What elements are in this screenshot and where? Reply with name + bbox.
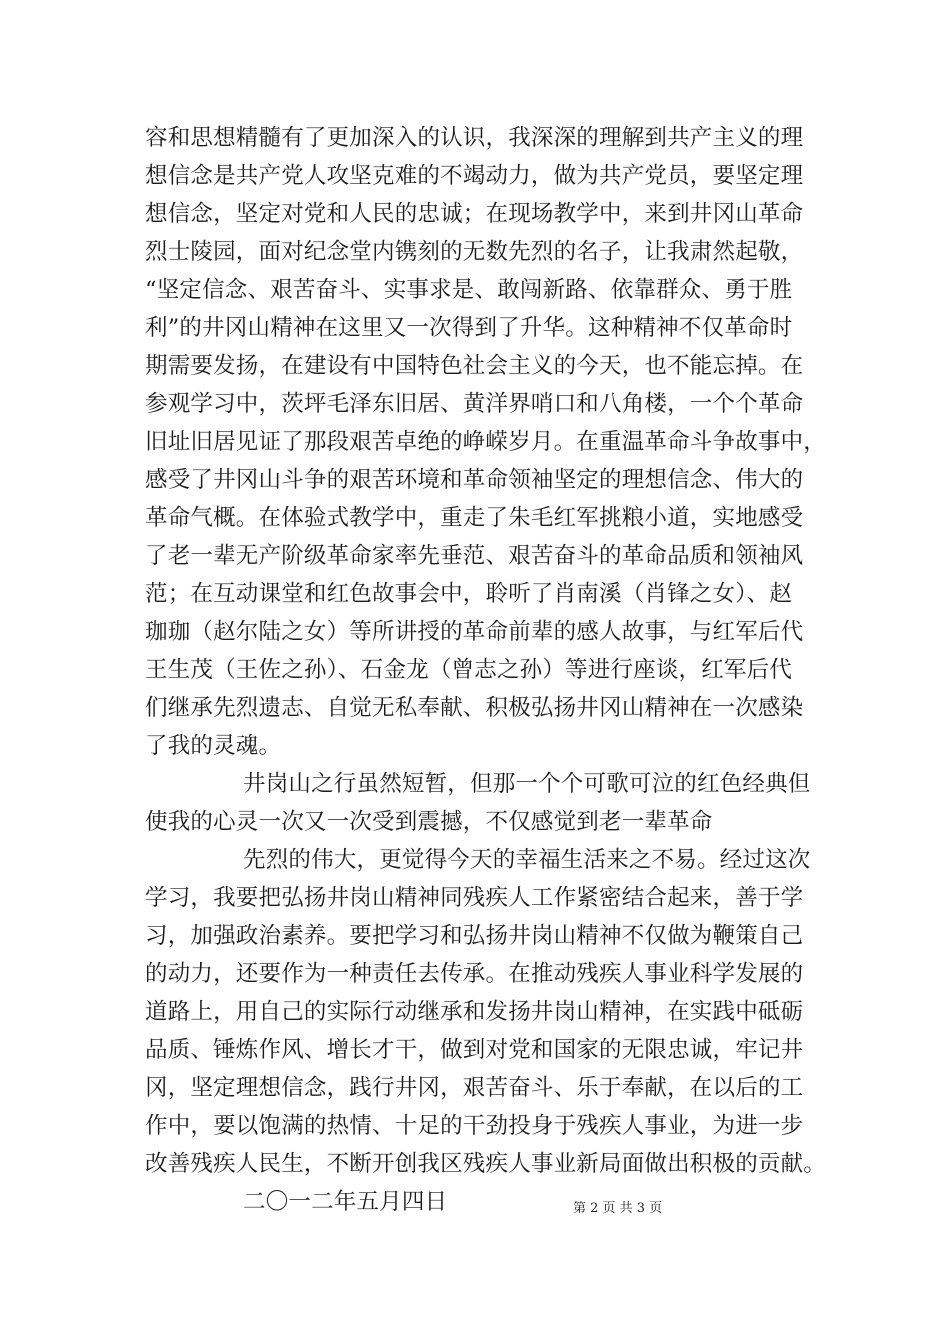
text-line: “坚定信念、艰苦奋斗、实事求是、敢闯新路、依靠群众、勇于胜: [145, 277, 793, 303]
text-line: 道路上，用自己的实际行动继承和发扬井岗山精神，在实践中砥砺: [145, 999, 804, 1025]
text-line: 作中，要以饱满的热情、十足的干劲投身于残疾人事业，为进一步: [145, 1113, 804, 1139]
text-line: 冈，坚定理想信念，践行井冈，艰苦奋斗、乐于奉献，在以后的工: [145, 1075, 804, 1101]
page-number-footer: 第 2 页 共 3 页: [573, 1201, 663, 1216]
text-line: 烈士陵园，面对纪念堂内镌刻的无数先烈的名子，让我肃然起敬，: [145, 239, 804, 265]
text-line: 容和思想精髓有了更加深入的认识，我深深的理解到共产主义的理: [145, 125, 804, 151]
text-line: 们继承先烈遗志、自觉无私奉献、积极弘扬井冈山精神在一次感染: [145, 695, 804, 721]
text-line: 习，加强政治素养。要把学习和弘扬井岗山精神不仅做为鞭策自己: [145, 923, 804, 949]
document-page: [145, 0, 827, 1344]
text-line: 革命气概。在体验式教学中，重走了朱毛红军挑粮小道，实地感受: [145, 505, 804, 531]
text-line: 旧址旧居见证了那段艰苦卓绝的峥嵘岁月。在重温革命斗争故事中，: [145, 429, 827, 455]
text-line: 改善残疾人民生，不断开创我区残疾人事业新局面做出积极的贡献。: [145, 1151, 827, 1177]
text-line: 了我的灵魂。: [145, 733, 282, 759]
document-date: 二〇一二年五月四日: [243, 1189, 448, 1215]
text-line: 参观学习中，茨坪毛泽东旧居、黄洋界哨口和八角楼，一个个革命: [145, 391, 804, 417]
text-line: 期需要发扬，在建设有中国特色社会主义的今天，也不能忘掉。在: [145, 353, 804, 379]
text-line: 学习，我要把弘扬井岗山精神同残疾人工作紧密结合起来，善于学: [145, 885, 804, 911]
text-line: 想信念是共产党人攻坚克难的不竭动力，做为共产党员，要坚定理: [145, 163, 804, 189]
text-line: 利”的井冈山精神在这里又一次得到了升华。这种精神不仅革命时: [145, 315, 793, 341]
text-line: 品质、锤炼作风、增长才干，做到对党和国家的无限忠诚，牢记井: [145, 1037, 804, 1063]
text-line: 王生茂（王佐之孙）、石金龙（曾志之孙）等进行座谈，红军后代: [145, 657, 793, 683]
text-line: 使我的心灵一次又一次受到震撼，不仅感觉到老一辈革命: [145, 809, 713, 835]
text-line: 井岗山之行虽然短暂，但那一个个可歌可泣的红色经典但: [243, 771, 811, 797]
text-line: 的动力，还要作为一种责任去传承。在推动残疾人事业科学发展的: [145, 961, 804, 987]
text-line: 想信念，坚定对党和人民的忠诚；在现场教学中，来到井冈山革命: [145, 201, 804, 227]
text-line: 先烈的伟大，更觉得今天的幸福生活来之不易。经过这次: [243, 847, 811, 873]
text-line: 珈珈（赵尔陆之女）等所讲授的革命前辈的感人故事，与红军后代: [145, 619, 804, 645]
text-line: 范；在互动课堂和红色故事会中，聆听了肖南溪（肖锋之女）、赵: [145, 581, 793, 607]
text-line: 感受了井冈山斗争的艰苦环境和革命领袖坚定的理想信念、伟大的: [145, 467, 804, 493]
text-line: 了老一辈无产阶级革命家率先垂范、艰苦奋斗的革命品质和领袖风: [145, 543, 804, 569]
